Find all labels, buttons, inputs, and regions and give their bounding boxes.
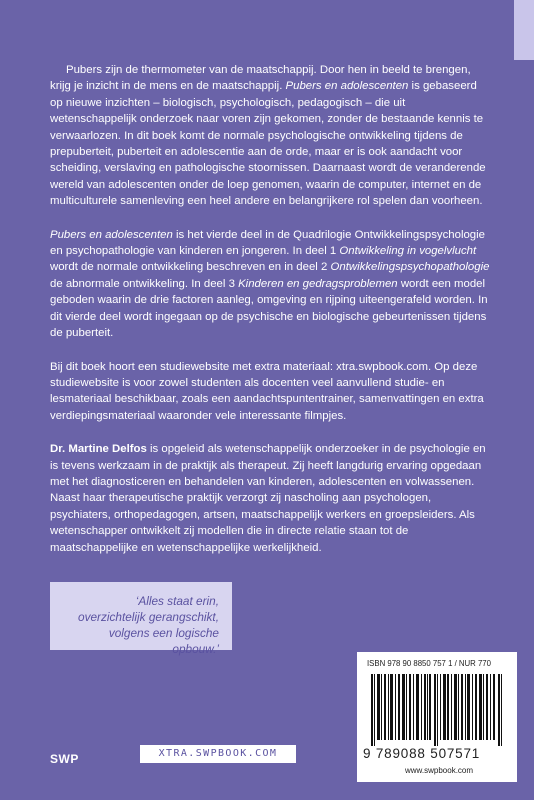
text-span: de abnormale ontwikkeling. In deel 3 [50,277,239,290]
quote-line: ‘Alles staat erin, [135,594,219,608]
isbn-text: ISBN 978 90 8850 757 1 / NUR 770 [367,659,491,668]
paragraph-intro [50,62,492,210]
series-title-3: Kinderen en gedragsproblemen [238,277,398,290]
text-span: wordt de normale ontwikkeling beschreven en in deel 2 [50,261,331,274]
barcode-icon [371,674,503,746]
paragraph-series [50,227,492,342]
text-span: wordt een model geboden waarin de drie factoren aanleg, omgeving en rijping uiteengerafeld worden. In dit vierde deel wordt ingegaan op de psychische en biologische gebeurtenissen tijdens de puberteit. [50,277,488,340]
paragraph-author [50,441,492,490]
xtra-website-label: XTRA.SWPBOOK.COM [140,745,296,763]
barcode-box [357,652,517,782]
quote-line: overzichtelijk gerangschikt, [78,610,219,624]
series-title-2: Ontwikkelingspsychopathologie [330,261,490,274]
book-title-italic: Pubers en adolescenten [285,80,409,93]
paragraph-author-2: Naast haar therapeutische praktijk verzorgt zij nascholing aan psychologen, psychiaters, orthopedagogen, artsen, maatschappelijk werkers en groepsleiders. Als wetenschapper ontwikkelt zij modellen die in directe relatie staan tot de maatschappelijke en wetenschappelijke werkelijkheid. [50,492,475,554]
publisher-website: www.swpbook.com [405,766,474,775]
book-title-italic: Pubers en adolescenten [50,228,173,241]
series-title-1: Ontwikkeling in vogelvlucht [339,245,477,258]
corner-tab [514,0,534,60]
review-quote [50,582,232,656]
barcode-digits: 9 789088 507571 [363,746,481,761]
quote-line: volgens een logische opbouw.’ [108,626,219,656]
publisher-logo: SWP [50,752,79,766]
author-name: Dr. Martine Delfos [50,443,147,456]
text-span: is het vierde deel in de Quadrilogie Ontwikkelingspsychologie en psychopathologie van kinderen en jongeren. In deel 1 [50,228,486,258]
text-span: is opgeleid als wetenschappelijk onderzoeker in de psychologie en is tevens werkzaam in de praktijk als therapeut. Zij heeft langdurig ervaring opgedaan met het diagnosticeren en behandelen van kinderen, adolescenten en volwassenen. [50,443,486,488]
text-span: is gebaseerd op nieuwe inzichten – biologisch, psychologisch, pedagogisch – die uit wetenschappelijk onderzoek naar voren zijn gekomen, zonder de bestaande kennis te verwaarlozen. In dit boek komt de normale psychologische ontwikkeling tijdens de prepuberteit, puberteit en adolescentie aan de orde, maar er is ook aandacht voor scheiding, verslaving en pathologische stoornissen. Daarnaast wordt de veranderende wereld van adolescenten onder de loep genomen, waarin de computer, internet en de multiculturele samenleving een heel andere en belangrijkere rol spelen dan voorheen. [50,80,486,208]
text-span: Pubers zijn de thermometer van de maatschappij. Door hen in beeld te brengen, krijg je inzicht in de mens en de maatschappij. [50,64,471,93]
back-cover-text [50,62,492,573]
paragraph-website: Bij dit boek hoort een studiewebsite met extra materiaal: xtra.swpbook.com. Op deze studiewebsite is voor zowel studenten als docenten veel aanvullend studie- en lesmateriaal beschikbaar, zoals een aandachtspuntentrainer, samenvattingen en extra verdiepingsmateriaal waaronder vele interessante filmpjes. [50,360,484,422]
